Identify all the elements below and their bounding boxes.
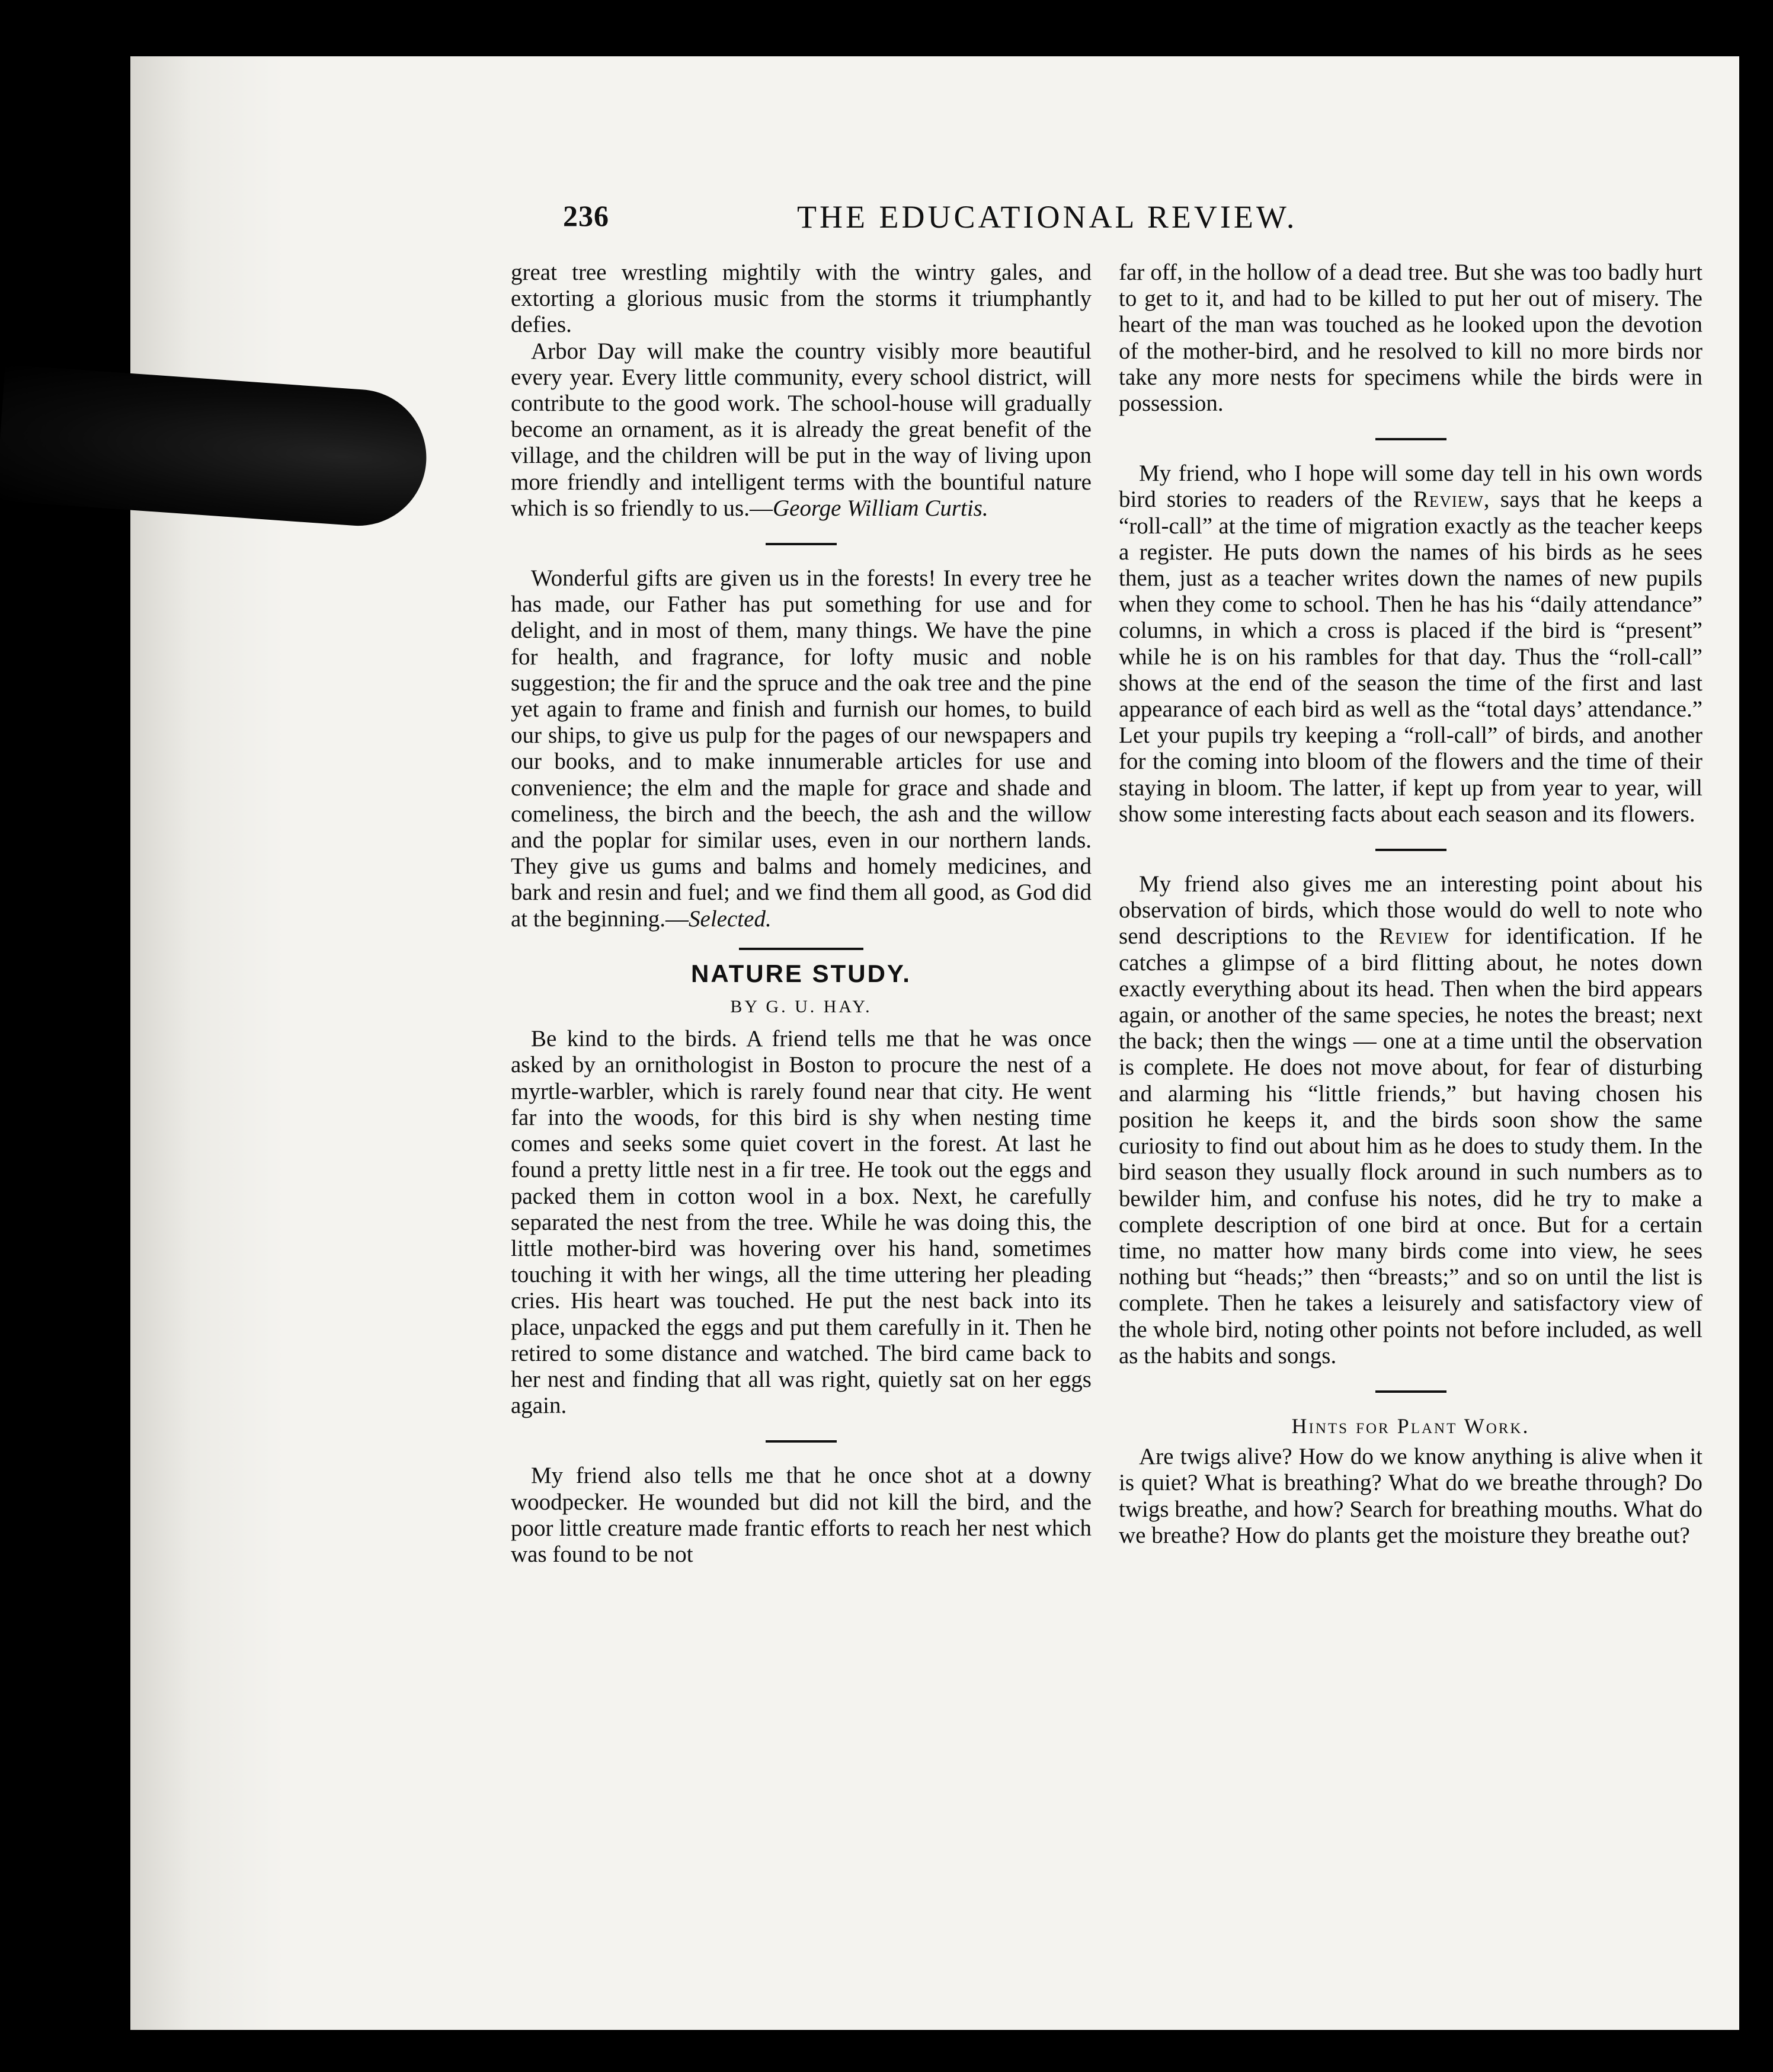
right-column	[1119, 260, 1702, 1549]
paragraph	[1119, 871, 1702, 1369]
section-rule	[1375, 849, 1446, 851]
section-rule	[1375, 438, 1446, 440]
review-word: Review	[1379, 923, 1449, 949]
sub-heading: Hints for Plant Work.	[1291, 1414, 1530, 1438]
attribution: George William Curtis.	[772, 495, 988, 521]
paragraph	[1119, 461, 1702, 827]
section-rule	[766, 543, 837, 545]
attribution: Selected.	[689, 906, 772, 932]
page-header	[563, 199, 1393, 246]
page-edge-shading	[130, 56, 284, 2030]
paragraph: great tree wrestling mightily with the wintry gales, and extorting a glorious music from the storms it triumphantly defies.	[511, 260, 1092, 338]
section-title: NATURE STUDY.	[691, 959, 911, 987]
left-column	[511, 260, 1092, 1568]
section-rule	[766, 1440, 837, 1443]
section-rule	[1375, 1390, 1446, 1393]
paragraph-text: , says that he keeps a “roll-call” at the time of migration exactly as the teacher keeps a register. He puts down the names of his birds as he sees them, just as a teacher writes down the names of new pupils when they come to school. Then he has his “daily attendance” columns, in which a cross is placed if the bird is “present” while he is on his rambles for that day. Thus the “roll-call” shows at the end of the season the time of the first and last appearance of each bird as well as the “total days’ attendance.” Let your pupils try keeping a “roll-call” of birds, and another for the coming into bloom of the flowers and the time of their staying in bloom. The latter, if kept up from year to year, will show some interesting facts about each season and its flowers.	[1119, 487, 1702, 827]
paragraph-text: My friend, who I hope will some day tell in his own words bird stories to readers of the	[1119, 461, 1702, 513]
paragraph: My friend also tells me that he once shot at a downy woodpecker. He wounded but did not kill the bird, and the poor little creature made frantic efforts to reach her nest which was found to be not	[511, 1463, 1092, 1567]
paragraph: Be kind to the birds. A friend tells me that he was once asked by an ornithologist in Boston to procure the nest of a myrtle-warbler, which is rarely found near that city. He went far into the woods, for this bird is shy when nesting time comes and seeks some quiet covert in the forest. At last he found a pretty little nest in a fir tree. He took out the eggs and packed them in cotton wool in a box. Next, he carefully separated the nest from the tree. While he was doing this, the little mother-bird was hovering over his hand, sometimes touching it with her wings, all the time uttering her pleading cries. His heart was touched. He put the nest back into its place, unpacked the eggs and put them carefully in it. Then he retired to some distance and watched. The bird came back to her nest and finding that all was right, quietly sat on her eggs again.	[511, 1026, 1092, 1419]
paragraph: Are twigs alive? How do we know anything is alive when it is quiet? What is breathing? What do we breathe through? Do twigs breathe, and how? Search for breathing mouths. What do we breathe? How do plants get the moisture they breathe out?	[1119, 1444, 1702, 1548]
paragraph	[511, 338, 1092, 522]
paragraph-text: Wonderful gifts are given us in the forests! In every tree he has made, our Father has put something for use and for delight, and in most of them, many things. We have the pine for health, and fragrance, for lofty music and noble suggestion; the fir and the spruce and the oak tree and the pine yet again to frame and finish and furnish our homes, to build our ships, to give us pulp for the pages of our newspapers and our books, and to make innumerable articles for use and convenience; the elm and the maple for grace and shade and comeliness, the birch and the beech, the ash and the willow and the poplar for similar uses, even in our northern lands. They give us gums and balms and homely medicines, and bark and resin and fuel; and we find them all good, as God did at the beginning.—	[511, 565, 1092, 932]
review-word: Review	[1413, 487, 1484, 513]
paragraph-text: for identification. If he catches a glimpse of a bird flitting about, he notes down exactly everything about its head. Then when the bird appears again, or another of the same species, he notes the breast; next the back; then the wings — one at a time until the observation is complete. He does not move about, for fear of disturbing and alarming his “little friends,” but having chosen his position he keeps it, and the birds soon show the same curiosity to find out about him as he does to study them. In the bird season they usually flock around in such numbers as to bewilder him, and confuse his notes, did he try to make a complete description of one bird at once. But for a certain time, no matter how many birds come into view, he sees nothing but “heads;” then “breasts;” and so on until the list is complete. Then he takes a leisurely and satisfactory view of the whole bird, noting other points not before included, as well as the habits and songs.	[1119, 923, 1702, 1368]
paragraph-text: Arbor Day will make the country visibly more beautiful every year. Every little community, every school district, will contribute to the good work. The school-house will gradually become an ornament, as it is already the great benefit of the village, and the children will be put in the way of living upon more friendly and intelligent terms with the bountiful nature which is so friendly to us.—	[511, 338, 1092, 521]
running-title: THE EDUCATIONAL REVIEW.	[797, 199, 1298, 235]
paragraph-text: My friend also gives me an interesting point about his observation of birds, which those would do well to note who send descriptions to the	[1119, 871, 1702, 949]
paragraph: far off, in the hollow of a dead tree. But she was too badly hurt to get to it, and had to be killed to put her out of misery. The heart of the man was touched as he looked upon the devotion of the mother-bird, and he resolved to kill no more birds nor take any more nests for specimens while the birds were in possession.	[1119, 260, 1702, 417]
byline: BY G. U. HAY.	[730, 997, 872, 1017]
paragraph	[511, 565, 1092, 932]
page-number: 236	[563, 199, 609, 232]
section-rule	[739, 948, 863, 950]
